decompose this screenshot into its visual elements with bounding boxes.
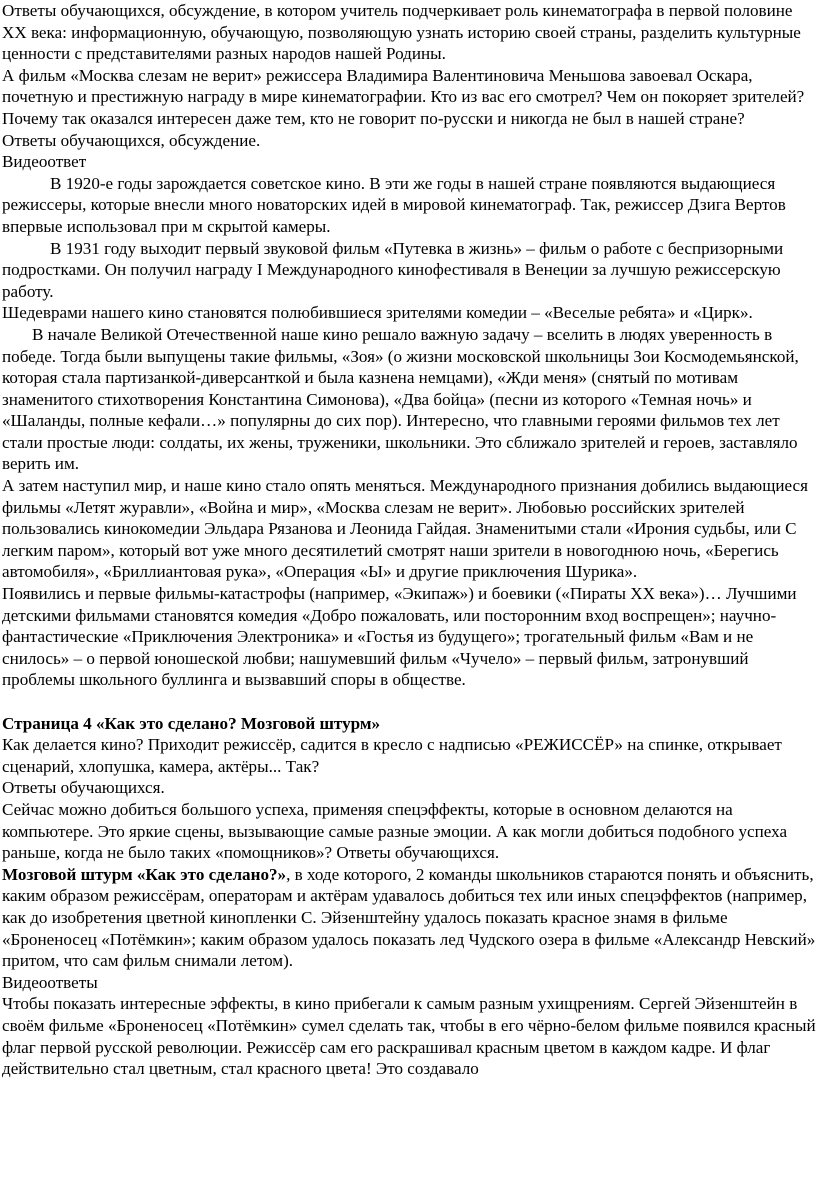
paragraph-1920s: В 1920-е годы зарождается советское кино. В эти же годы в нашей стране появляются выдающиеся режиссеры, которые внесли много новаторских идей в мировой кинематограф. Так, режиссер Дзига Вертов впервые использовал при м скрытой камеры. [2, 173, 786, 236]
paragraph-student-answers: Ответы обучающихся. [2, 778, 165, 798]
brainstorm-body: , в ходе которого, 2 команды школьников стараются понять и объяснить, каким образом режиссёрам, операторам и актёрам удавалось добиться тех или иных спецэффектов (например, как до изобретения цветной кинопленки С. Эйзенштейну удалось показать красное знамя в фильме «Броненосец «Потёмкин»; каким образом удалось показать лед Чудского озера в фильме «Александр Невский» притом, что сам фильм снимали летом). [2, 864, 816, 971]
paragraph-eisenstein: Чтобы показать интересные эффекты, в кино прибегали к самым разным ухищрениям. Сергей Эйзенштейн в своём фильме «Броненосец «Потёмкин» сумел сделать так, чтобы в его чёрно-белом фильме появился красный флаг первой русской революции. Режиссёр сам его раскрашивал красным цветом в каждом кадре. И флаг действительно стал цветным, стал красного цвета! Это создавало [2, 994, 816, 1079]
section-heading-page-4: Страница 4 «Как это сделано? Мозговой штурм» [2, 713, 381, 733]
paragraph-postwar: А затем наступил мир, и наше кино стало опять меняться. Международного признания добились выдающиеся фильмы «Летят журавли», «Война и мир», «Москва слезам не верит». Любовью российских зрителей пользовались кинокомедии Эльдара Рязанова и Леонида Гайдая. Знаменитыми стали «Ирония судьбы, или С легким паром», который вот уже много десятилетий смотрят наши зрители в новогоднюю ночь, «Берегись автомобиля», «Бриллиантовая рука», «Операция «Ы» и другие приключения Шурика». [2, 476, 808, 582]
paragraph-moscow-film: А фильм «Москва слезам не верит» режиссера Владимира Валентиновича Меньшова завоевал Оскара, почетную и престижную награду в мире кинематографии. Кто из вас его смотрел? Чем он покоряет зрителей? Почему так оказался интересен даже тем, кто не говорит по-русски и никогда не был в нашей стране? [2, 65, 805, 128]
brainstorm-bold-lead: Мозговой штурм «Как это сделано?» [2, 864, 287, 884]
paragraph-disaster-films: Появились и первые фильмы-катастрофы (например, «Экипаж») и боевики («Пираты ХХ века»)… Лучшими детскими фильмами становятся комедия «Добро пожаловать, или посторонним вход воспрещен»; научно-фантастические «Приключения Электроника» и «Гостья из будущего»; трогательный фильм «Вам и не снилось» – о первой юношеской любви; нашумевший фильм «Чучело» – первый фильм, затронувший проблемы школьного буллинга и вызвавший споры в обществе. [2, 584, 797, 690]
paragraph-special-effects: Сейчас можно добиться большого успеха, применяя спецэффекты, которые в основном делаются на компьютере. Это яркие сцены, вызывающие самые разные эмоции. А как могли добиться подобного успеха раньше, когда не было таких «помощников»? Ответы обучающихся. [2, 799, 788, 863]
paragraph-discussion-role: Ответы обучающихся, обсуждение, в котором учитель подчеркивает роль кинематографа в первой половине ХХ века: информационную, обучающую, позволяющую узнать историю своей страны, разделить культурные ценности с представителями разных народов нашей Родины. [2, 1, 801, 64]
paragraph-comedies: Шедеврами нашего кино становятся полюбившиеся зрителями комедии – «Веселые ребята» и «Цирк». [2, 303, 753, 323]
paragraph-spacer [2, 691, 816, 713]
paragraph-video-answers-label: Видеоответы [2, 972, 98, 992]
paragraph-brainstorm [2, 864, 816, 972]
paragraph-1931: В 1931 году выходит первый звуковой фильм «Путевка в жизнь» – фильм о работе с беспризорными подростками. Он получил награду I Международного кинофестиваля в Венеции за лучшую режиссерскую работу. [2, 238, 784, 301]
paragraph-war-films: В начале Великой Отечественной наше кино решало важную задачу – вселить в людях уверенность в победе. Тогда были выпущены такие фильмы, «Зоя» (о жизни московской школьницы Зои Космодемьянской, которая стала партизанкой-диверсанткой и была казнена немцами), «Жди меня» (снятый по мотивам знаменитого стихотворения Константина Симонова), «Два бойца» (песни из которого «Темная ночь» и «Шаланды, полные кефали…» популярны до сих пор). Интересно, что главными героями фильмов тех лет стали простые люди: солдаты, их жены, труженики, школьники. Это сближало зрителей и героев, заставляло верить им. [2, 324, 799, 474]
paragraph-answers-discussion: Ответы обучающихся, обсуждение. [2, 130, 261, 150]
paragraph-how-film-made: Как делается кино? Приходит режиссёр, садится в кресло с надписью «РЕЖИССЁР» на спинке, открывает сценарий, хлопушка, камера, актёры... Так? [2, 735, 782, 776]
paragraph-video-answer-label: Видеоответ [2, 152, 87, 172]
